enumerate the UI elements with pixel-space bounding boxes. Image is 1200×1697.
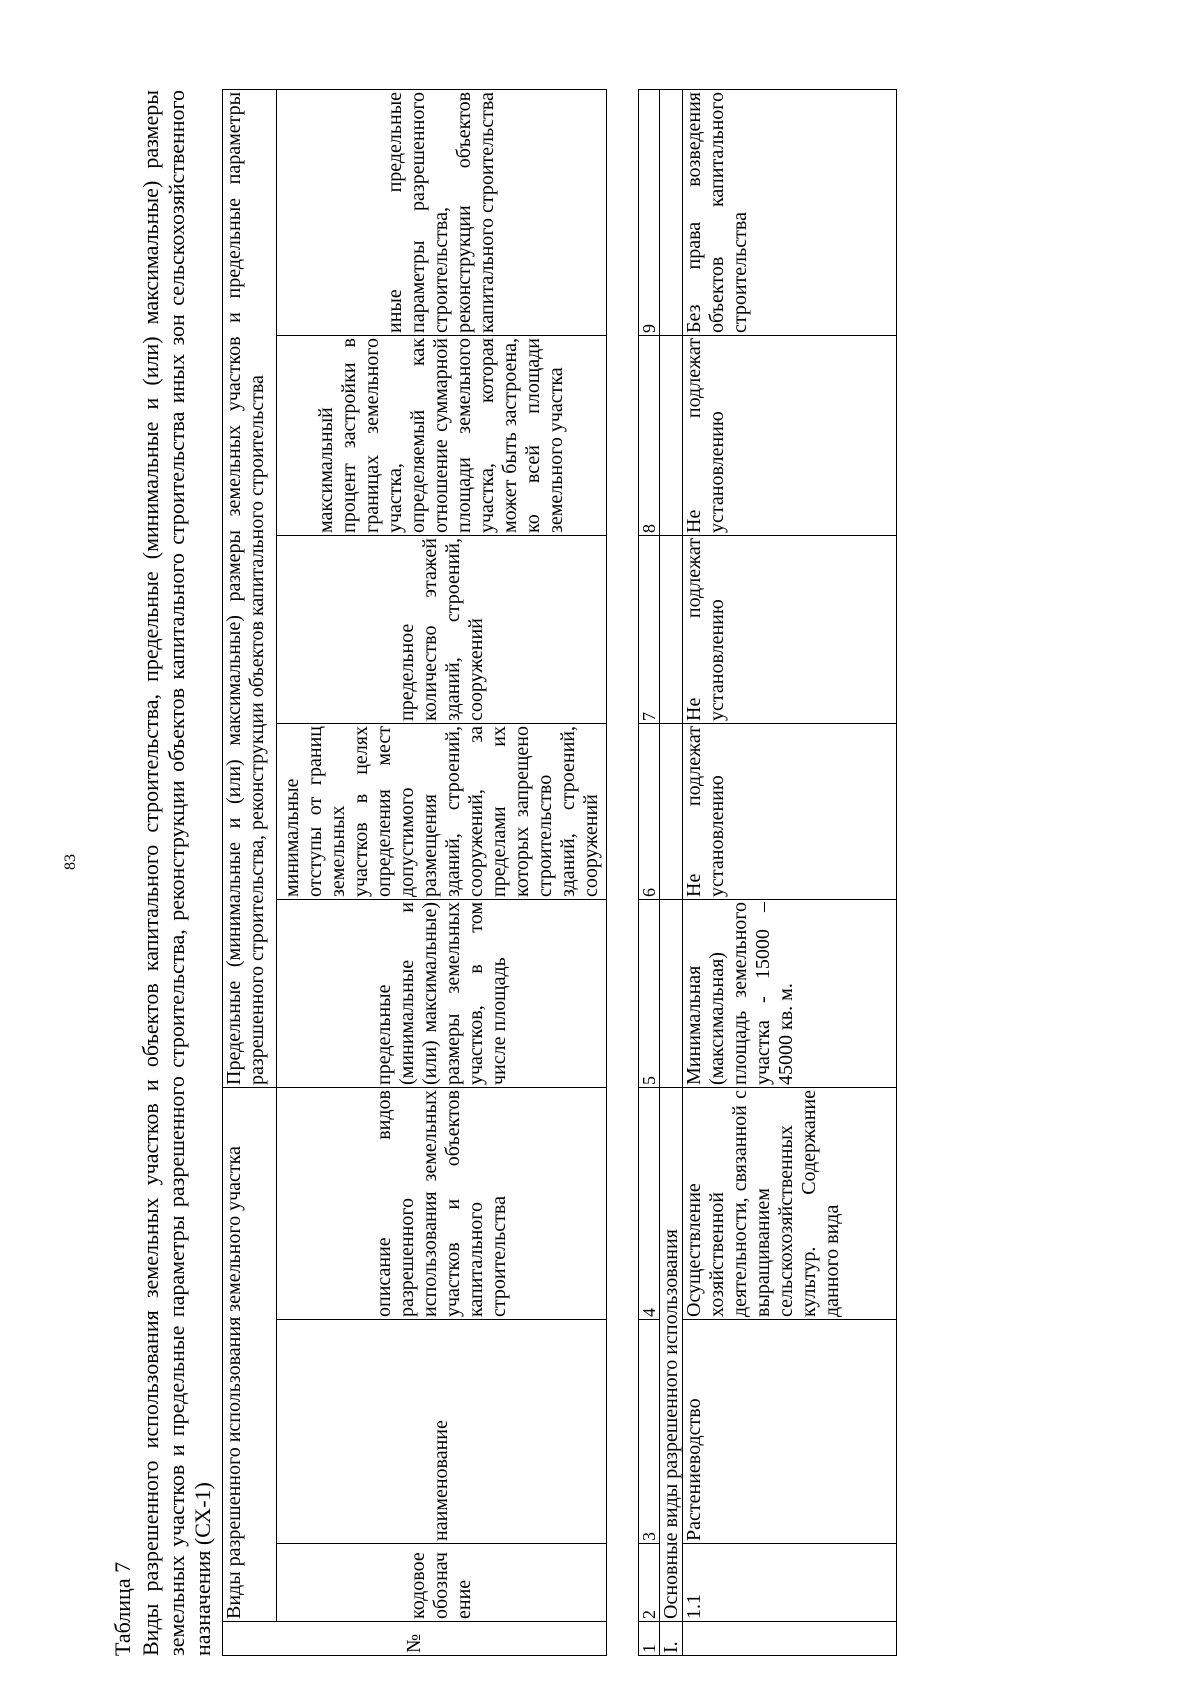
rotated-page-content bbox=[110, 90, 1120, 1656]
header-area: предельные (минимальные и (или) максимальные) размеры земельных участков, в том числе площадь bbox=[277, 900, 607, 1088]
section-row bbox=[660, 90, 683, 1656]
column-number: 7 bbox=[639, 536, 660, 724]
header-name: наименование bbox=[277, 1320, 607, 1544]
column-number: 2 bbox=[639, 1544, 660, 1622]
row-coverage: Не подлежат установлению bbox=[683, 336, 897, 536]
column-number: 9 bbox=[639, 90, 660, 336]
row-description: Осуществление хозяйственной деятельности, связанной с выращиванием сельскохозяйственных культур. Содержание данного вида bbox=[683, 1088, 897, 1320]
header-floors: предельное количество этажей зданий, строений, сооружений bbox=[277, 536, 607, 724]
row-name: Растениеводство bbox=[683, 1320, 897, 1544]
header-table bbox=[222, 89, 607, 1656]
column-number: 3 bbox=[639, 1320, 660, 1544]
header-description: описание видов разрешенного использования земельных участков и объектов капитального строительства bbox=[277, 1088, 607, 1320]
column-number: 8 bbox=[639, 336, 660, 536]
page-number: 83 bbox=[62, 854, 79, 870]
section-roman: I. bbox=[660, 1622, 683, 1656]
header-group-params: Предельные (минимальные и (или) максимальные) размеры земельных участков и предельные параметры разрешенного строительства, реконструкции объектов капитального строительства bbox=[223, 89, 277, 1087]
column-number: 5 bbox=[639, 900, 660, 1088]
header-group-uses: Виды разрешенного использования земельного участка bbox=[223, 1088, 277, 1622]
header-setbacks: минимальные отступы от границ земельных участков в целях определения мест допустимого размещения зданий, строений, сооружений, за пределами их которых запрещено строительство зданий, строений, сооружений bbox=[277, 724, 607, 900]
column-numbers-row bbox=[639, 90, 660, 1656]
row-floors: Не подлежат установлению bbox=[683, 536, 897, 724]
table-label: Таблица 7 bbox=[110, 1561, 135, 1656]
header-coverage: максимальный процент застройки в границах земельного участка, определяемый как отношение суммарной площади земельного участка, которая может быть застроена, ко всей площади земельного участка bbox=[277, 336, 607, 536]
header-code: кодовое обозначение bbox=[277, 1544, 607, 1622]
row-area: Минимальная (максимальная) площадь земельного участка - 15000 – 45000 кв. м. bbox=[683, 900, 897, 1088]
body-table bbox=[638, 89, 897, 1656]
section-title: Основные виды разрешенного использования bbox=[660, 1088, 683, 1622]
column-number: 6 bbox=[639, 724, 660, 900]
column-number: 4 bbox=[639, 1088, 660, 1320]
row-setbacks: Не подлежат установлению bbox=[683, 724, 897, 900]
header-other: иные предельные параметры разрешенного строительства, реконструкции объектов капитального строительства bbox=[277, 89, 607, 335]
header-number: № bbox=[223, 1622, 607, 1656]
row-other: Без права возведения объектов капитального строительства bbox=[683, 90, 897, 336]
column-number: 1 bbox=[639, 1622, 660, 1656]
table-title: Виды разрешенного использования земельных участков и объектов капитального строительства, предельные (минимальные и (или) максимальные) размеры земельных участков и предельные параметры разрешенного строительства, реконструкции объектов капитального строительства иных зон сельскохозяйственного назначения (СХ-1) bbox=[138, 90, 215, 1656]
row-code: 1.1 bbox=[683, 1544, 897, 1622]
table-row bbox=[683, 90, 897, 1656]
